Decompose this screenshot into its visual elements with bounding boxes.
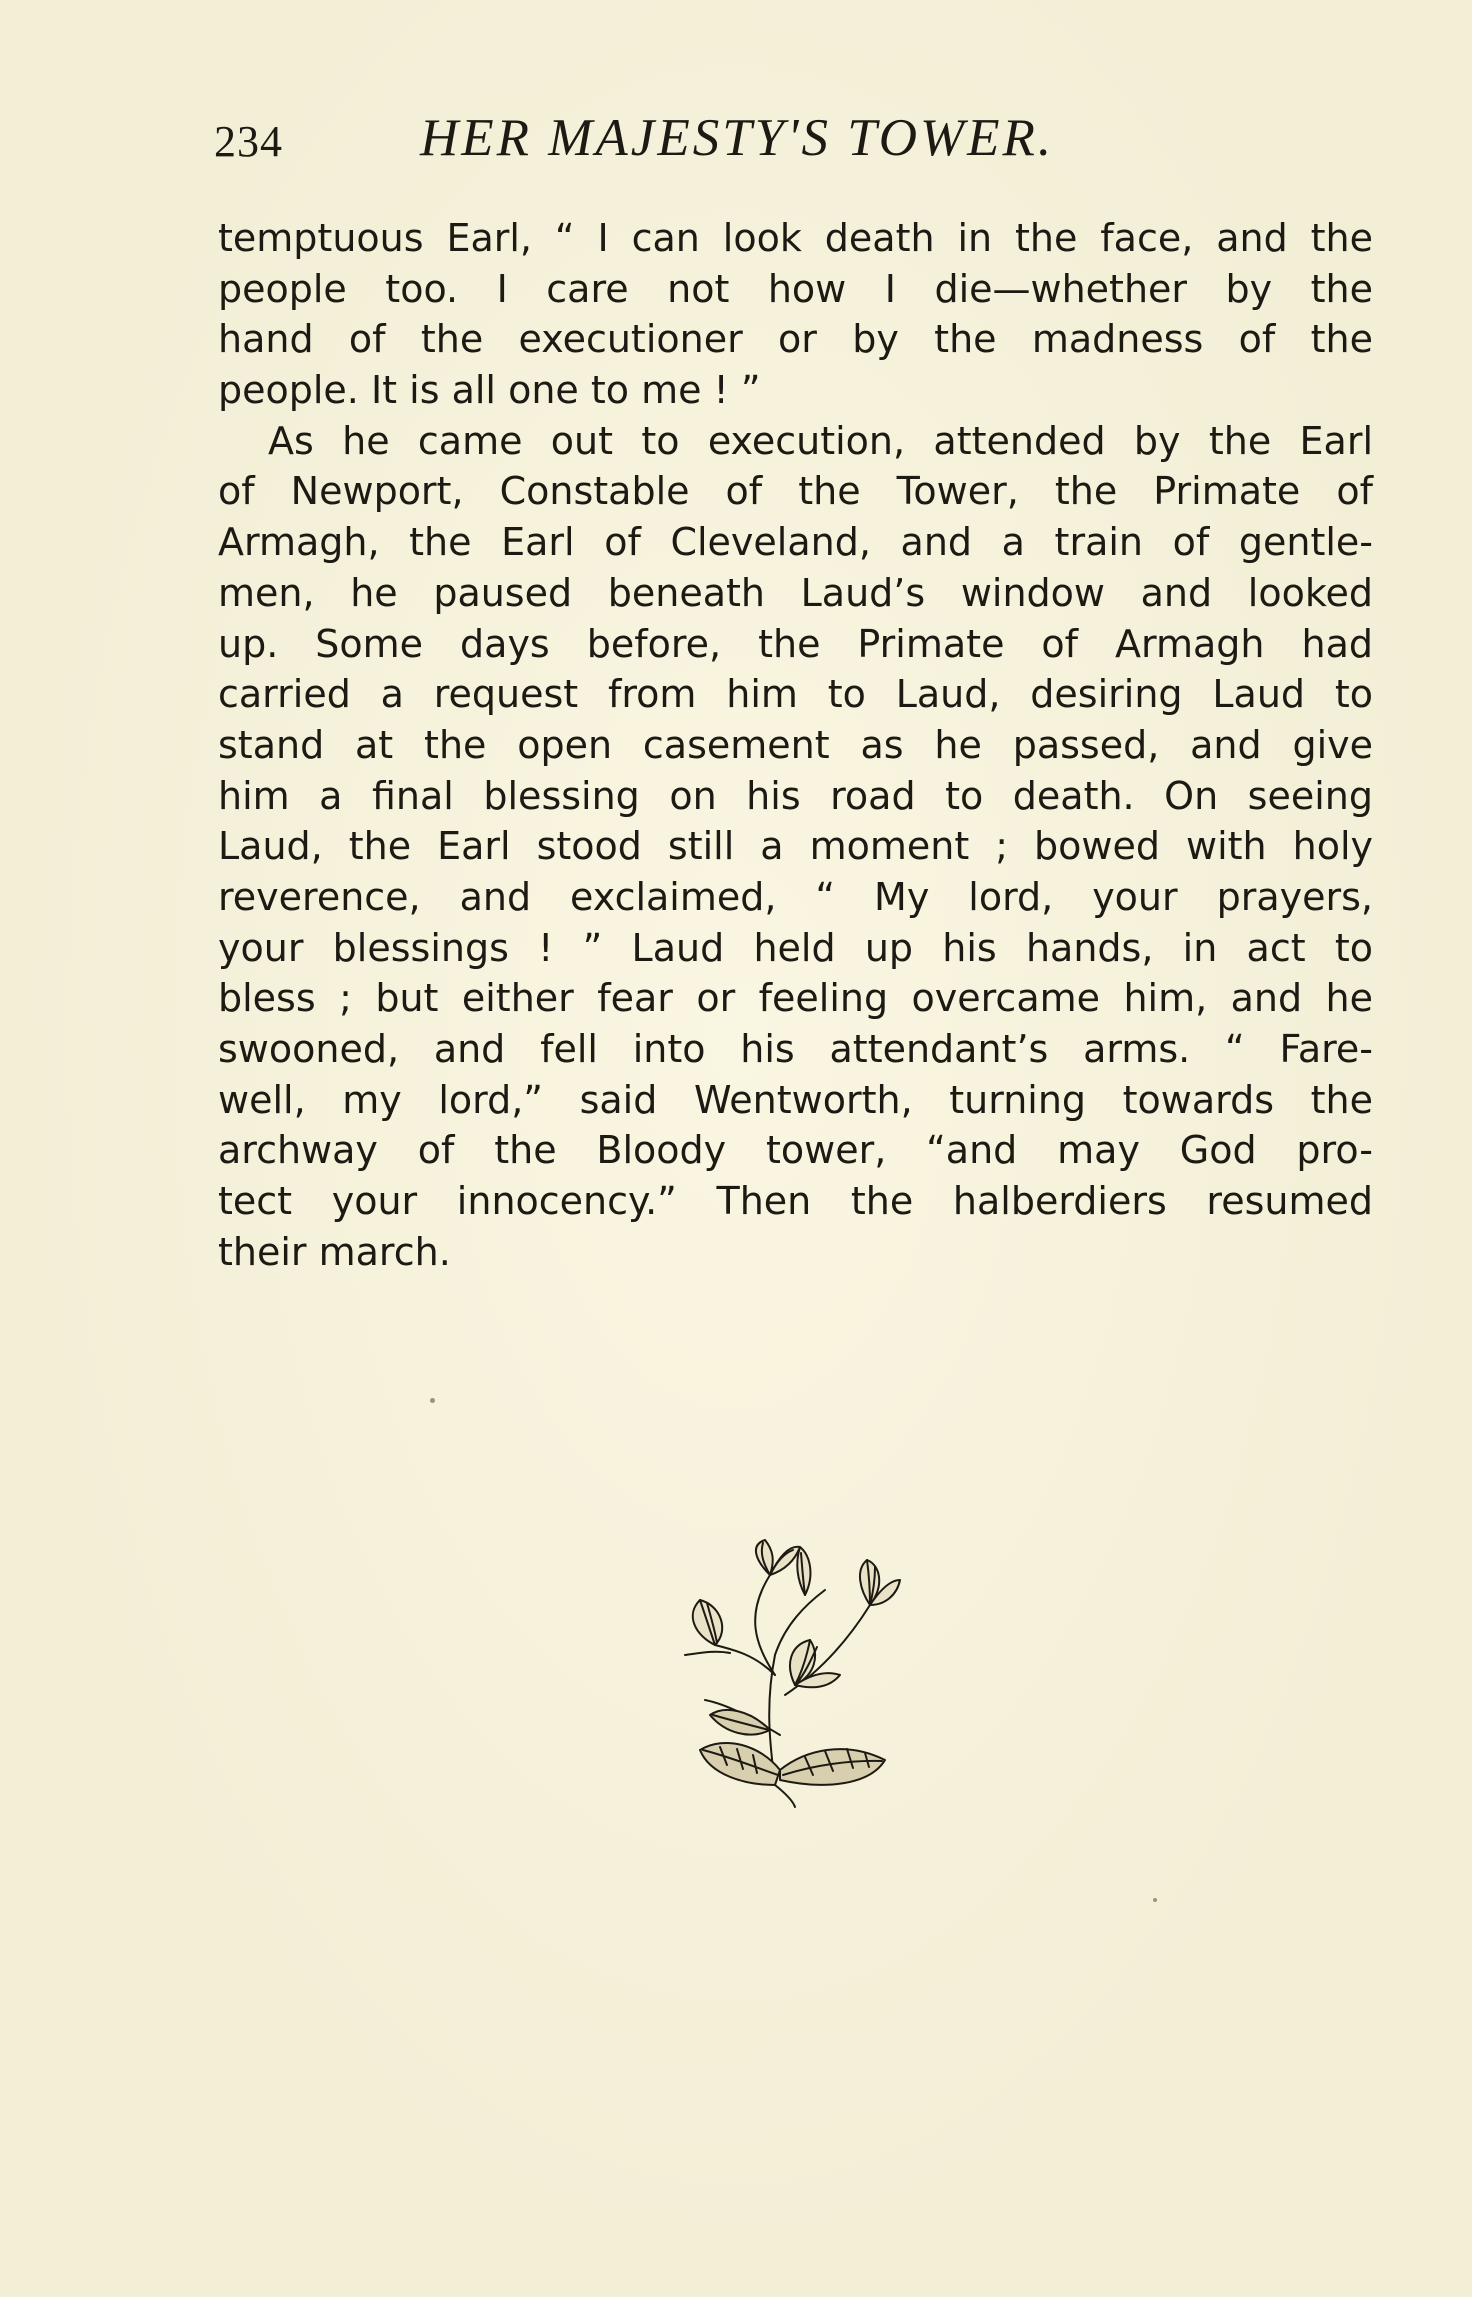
text-line: of Newport, Constable of the Tower, the Primate of xyxy=(218,469,1373,514)
text-line: up. Some days before, the Primate of Armagh had xyxy=(218,621,1373,666)
text-line: As he came out to execution, attended by the Earl xyxy=(268,418,1373,463)
text-line: stand at the open casement as he passed, and give xyxy=(218,722,1373,767)
paper-speck xyxy=(430,1398,435,1403)
text-line: tect your innocency.” Then the halberdiers resumed xyxy=(218,1179,1373,1224)
page-header xyxy=(214,108,1374,178)
text-line: hand of the executioner or by the madness of the xyxy=(218,317,1373,362)
text-line: him a final blessing on his road to death. On seeing xyxy=(218,773,1373,818)
text-line: your blessings ! ” Laud held up his hands, in act to xyxy=(218,925,1373,970)
text-line: people too. I care not how I die—whether by the xyxy=(218,266,1373,311)
floral-tailpiece-icon xyxy=(675,1535,915,1810)
text-line: Armagh, the Earl of Cleveland, and a train of gentle- xyxy=(218,520,1373,565)
text-line: bless ; but either fear or feeling overcame him, and he xyxy=(218,976,1373,1021)
body-text xyxy=(218,213,1373,1277)
text-line: well, my lord,” said Wentworth, turning towards the xyxy=(218,1077,1373,1122)
text-line: Laud, the Earl stood still a moment ; bowed with holy xyxy=(218,824,1373,869)
text-line: swooned, and fell into his attendant’s arms. “ Fare- xyxy=(218,1027,1373,1071)
text-line: reverence, and exclaimed, “ My lord, your prayers, xyxy=(218,874,1373,919)
paper-speck xyxy=(1153,1898,1157,1902)
text-line: carried a request from him to Laud, desiring Laud to xyxy=(218,672,1373,717)
text-line: men, he paused beneath Laud’s window and looked xyxy=(218,570,1373,615)
page-number: 234 xyxy=(214,117,283,166)
text-line: archway of the Bloody tower, “and may God pro- xyxy=(218,1128,1373,1173)
text-line: their march. xyxy=(218,1229,451,1274)
text-line: people. It is all one to me ! ” xyxy=(218,368,761,413)
text-line: temptuous Earl, “ I can look death in the face, and the xyxy=(218,216,1373,260)
running-title: HER MAJESTY'S TOWER. xyxy=(420,109,1055,167)
